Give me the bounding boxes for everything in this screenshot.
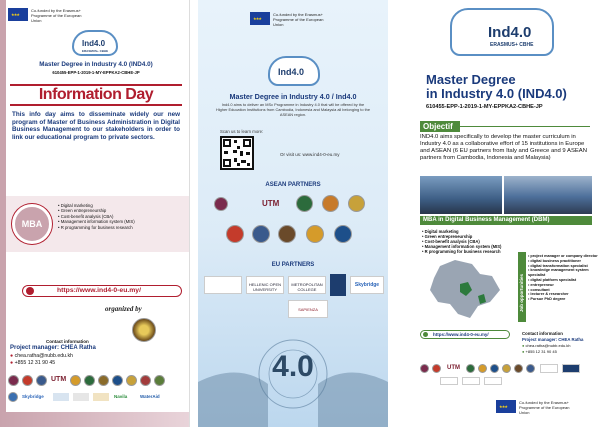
- asean-logo-grid: [214, 193, 374, 257]
- ind40-logo: Ind4.0 ERASMUS+ CBHE: [450, 8, 554, 56]
- organized-by-label: organized by: [105, 305, 142, 313]
- partner-logo: [53, 393, 69, 401]
- contact-email: chea.ratha@nubb.edu.kh: [525, 343, 571, 348]
- partner-logo: [440, 377, 458, 385]
- navila-logo: Navila: [114, 394, 128, 399]
- partner-logos-row-2: [8, 392, 186, 404]
- banner-programme-details: [400, 0, 600, 427]
- partner-logo: [84, 375, 95, 386]
- contact-phone-row: [522, 349, 557, 354]
- list-item: • R programming for business research: [58, 224, 133, 230]
- programme-title: Master Degree in Industry 4.0 (IND4.0): [39, 61, 153, 68]
- eu-cofunded-text: Co-funded by the Erasmus+ Programme of the European Union: [273, 12, 324, 27]
- heading-frame: [10, 84, 182, 106]
- partner-logos-row-1: [8, 374, 186, 388]
- title-line-2: in Industry 4.0 (IND4.0): [426, 86, 567, 101]
- partner-logo: [348, 195, 365, 212]
- partner-logo: [334, 225, 352, 243]
- ind40-logo: Ind4.0: [268, 56, 320, 86]
- list-item: • Pursue PhD degree: [528, 297, 566, 302]
- contact-email: chea.ratha@nubb.edu.kh: [14, 353, 73, 359]
- programme-title: Master Degree in Industry 4.0 / Ind4.0: [229, 92, 357, 101]
- list-item: • Cost-benefit analysis (CBA): [422, 239, 480, 244]
- contact-manager: Project manager: CHEA Ratha: [522, 337, 584, 342]
- partner-logo: [36, 375, 47, 386]
- list-item: • Management information system (MIS): [58, 219, 135, 225]
- partner-logo: [490, 364, 499, 373]
- partner-logo: [562, 364, 580, 373]
- partner-logo: [8, 375, 19, 386]
- group-photo-1: [420, 176, 502, 214]
- partner-logo: [330, 274, 346, 296]
- globe-icon: [26, 287, 34, 295]
- industry-graphic: [198, 322, 388, 427]
- website-pill[interactable]: [420, 330, 510, 339]
- mba-circle: MBA: [12, 204, 52, 244]
- email-icon: ●: [10, 353, 14, 359]
- contact-phone: +855 12 31 90 45: [525, 349, 557, 354]
- contact-email-row: [522, 343, 571, 348]
- partner-logo: [252, 225, 270, 243]
- ind40-logo: Ind4.0 ERASMUS+ CBHE: [72, 30, 118, 56]
- qr-pattern: [222, 138, 252, 168]
- partner-logo: HELLENIC OPEN UNIVERSITY: [246, 276, 284, 294]
- objectif-rule: [460, 126, 590, 127]
- organizer-seal: [132, 318, 156, 342]
- objectif-paragraph: IND4.0 aims specifically to develop the master curriculum in Industry 4.0 as a collaborative effort of 15 institutions in Europe and ASEAN (6 EU partners from Italy and Greece and 9 ASEAN partners from Cambodia, Indonesia and Malaysia): [420, 134, 587, 161]
- contact-heading: Contact information: [522, 331, 563, 336]
- careers-side-bar: [518, 252, 526, 322]
- programme-title: [426, 73, 567, 101]
- partner-logo: [462, 377, 480, 385]
- website-link[interactable]: https://www.ind4-0-eu.my/: [57, 287, 141, 294]
- partner-logo: [140, 375, 151, 386]
- eu-flag-icon: [8, 8, 28, 21]
- website-pill[interactable]: [22, 285, 182, 297]
- partner-logo: [306, 225, 324, 243]
- partner-logo: [126, 375, 137, 386]
- partner-logo: [8, 392, 18, 402]
- career-list: [528, 254, 598, 302]
- contact-email-row: [10, 353, 73, 359]
- title-line-1: Master Degree: [426, 72, 516, 87]
- partner-logo: [540, 364, 558, 373]
- list-item: • project manager or company director: [528, 254, 598, 258]
- specialization-list: [58, 203, 184, 230]
- globe-icon: [423, 332, 428, 337]
- info-day-heading: Information Day: [38, 86, 154, 103]
- partner-logo: [484, 377, 502, 385]
- partner-logo: [98, 375, 109, 386]
- contact-phone: +855 12 31 90 45: [14, 360, 56, 366]
- europe-map-graphic: [420, 256, 510, 326]
- partner-logo: [73, 393, 89, 401]
- partner-logo: [22, 375, 33, 386]
- contact-manager: Project manager: CHEA Ratha: [10, 345, 96, 351]
- contact-heading: Contact information: [46, 339, 89, 344]
- project-code: 610455-EPP-1-2019-1-MY-EPPKA2-CBHE-JP: [426, 104, 543, 110]
- list-item: • digital business practitioner: [528, 258, 582, 263]
- eu-cofunded-text: Co-funded by the Erasmus+ Programme of the European Union: [31, 8, 82, 23]
- partner-logo: [514, 364, 523, 373]
- list-item: • lecturer & researcher: [528, 292, 569, 297]
- list-item: • Management information system (MIS): [422, 244, 502, 249]
- list-item: • knowledge management system specialist: [528, 268, 589, 278]
- phone-icon: ●: [522, 349, 525, 354]
- list-item: • Digital marketing: [422, 229, 459, 234]
- careers-label: Job opportunities: [519, 274, 524, 312]
- list-item: • digital transformation specialist: [528, 263, 588, 268]
- partner-logo: [296, 195, 313, 212]
- email-icon: ●: [522, 343, 525, 348]
- list-item: • entrepreneur: [528, 282, 554, 287]
- skybridge-logo: Skybridge: [22, 394, 44, 399]
- objectif-label: Objectif: [420, 121, 460, 132]
- banner-blue-partners: [198, 0, 388, 427]
- partner-logo: [420, 364, 429, 373]
- partner-logo: [278, 225, 296, 243]
- visit-label: Or visit us: www.ind4-0-eu.my: [280, 152, 340, 157]
- partner-logo: [466, 364, 475, 373]
- list-item: • consultant: [528, 287, 550, 292]
- partner-logo: [154, 375, 165, 386]
- utm-logo: UTM: [447, 365, 460, 371]
- partner-logo: [526, 364, 535, 373]
- partner-logo: [112, 375, 123, 386]
- list-item: • Cost-benefit analysis (CBA): [58, 213, 114, 219]
- eu-heading: EU PARTNERS: [271, 262, 315, 268]
- programme-description: Ind4.0 aims to deliver an MSc Programme in Industry 4.0 that will be offered by the Higher Education Institutions from Cambodia, Indonesia and Malaysia all belonging to the ASEAN region.: [216, 102, 370, 117]
- contact-phone-row: [10, 360, 55, 366]
- list-item: • Green entrepreneurship: [422, 234, 473, 239]
- partner-logo: [322, 195, 339, 212]
- qr-code[interactable]: [220, 136, 254, 170]
- partner-logo: [226, 225, 244, 243]
- asean-heading: ASEAN PARTNERS: [265, 182, 321, 188]
- partner-logo: [93, 393, 109, 401]
- list-item: • Green entrepreneurship: [58, 208, 107, 214]
- intro-paragraph: This info day aims to disseminate widely our new program of Master of Business Administration in Digital Business Management to our stakeholders in order to link our educational program to private sectors.: [12, 111, 180, 141]
- eu-logo-grid: [204, 274, 384, 322]
- europe-map: [420, 256, 510, 326]
- eu-flag-icon: [250, 12, 270, 25]
- eu-cofunded-text: Co-funded by the Erasmus+ Programme of the European Union: [519, 400, 570, 415]
- partner-logo: [214, 197, 228, 211]
- scan-label: Scan us to learn more:: [220, 129, 264, 134]
- skybridge-logo: Skybridge: [350, 276, 384, 294]
- phone-icon: ●: [10, 360, 14, 366]
- banner-information-day: [0, 0, 190, 427]
- list-item: • digital platform specialist: [528, 277, 577, 282]
- eu-flag-icon: [496, 400, 516, 413]
- partner-logo: [70, 375, 81, 386]
- utm-logo: UTM: [51, 376, 67, 383]
- specialization-list: [422, 229, 532, 254]
- website-link[interactable]: https://www.ind4-0-eu.my/: [433, 332, 489, 337]
- big-number: 4.0: [272, 350, 314, 383]
- list-item: • Digital marketing: [58, 203, 93, 208]
- group-photo-2: [504, 176, 592, 214]
- partner-logo: [432, 364, 441, 373]
- mba-dbm-bar: MBA in Digital Business Management (DBM): [420, 216, 592, 225]
- wateraid-logo: WaterAid: [140, 394, 160, 399]
- partner-logo: [204, 276, 242, 294]
- sapienza-logo: SAPIENZA: [288, 300, 328, 318]
- footer-partner-logos: [420, 364, 596, 388]
- list-item: • R programming for business research: [422, 249, 501, 254]
- partner-logo: [502, 364, 511, 373]
- partner-logo: [478, 364, 487, 373]
- bottom-strip: [0, 412, 190, 427]
- project-code: 610455-EPP-1-2019-1-MY-EPPKA2-CBHE-JP: [52, 70, 140, 75]
- partner-logo: METROPOLITAN COLLEGE: [288, 276, 326, 294]
- utm-logo: UTM: [262, 199, 280, 208]
- partner-logo: [232, 199, 254, 209]
